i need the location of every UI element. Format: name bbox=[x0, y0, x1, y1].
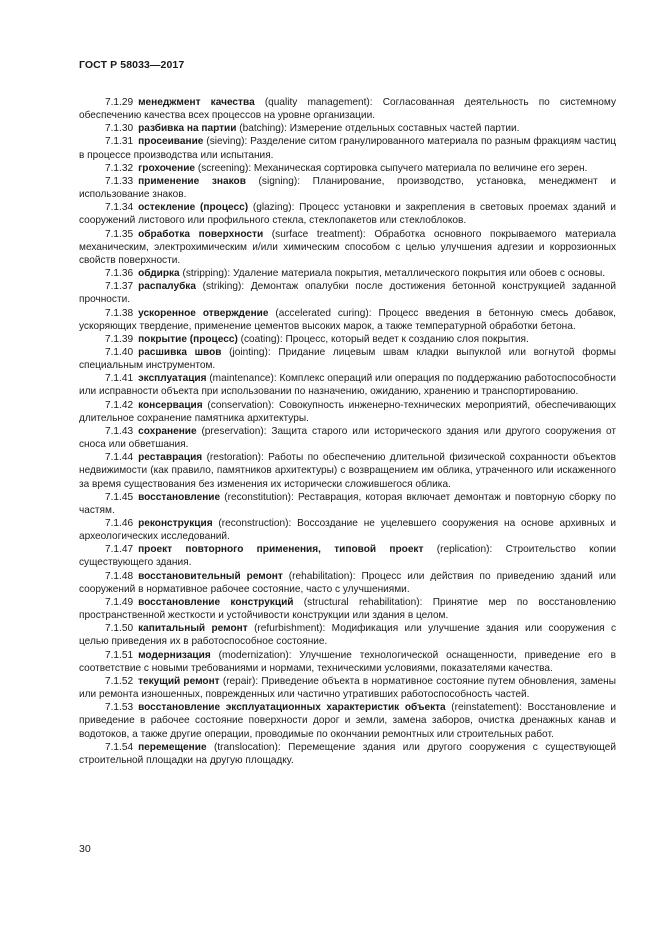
definition-entry bbox=[79, 399, 616, 425]
entry-number: 7.1.30 bbox=[105, 123, 134, 135]
entry-definition: (restoration): Работы по обеспечению длительной физической сохранности объектов недвижимости (как правило, памятников архитектуры) с возвращением им облика, утраченного или искаженного за время существования без изменения их исторически сложившегося облика. bbox=[79, 452, 616, 490]
entry-definition: (maintenance): Комплекс операций или операция по поддержанию работоспособности или исправности объекта при использовании по назначению, ожиданию, хранению и транспортированию. bbox=[79, 373, 616, 398]
entry-term: эксплуатация bbox=[138, 373, 207, 385]
entry-term: обработка поверхности bbox=[138, 228, 264, 240]
definition-entry bbox=[79, 307, 616, 333]
entry-term: остекление (процесс) bbox=[138, 202, 249, 214]
definition-entry bbox=[79, 96, 616, 122]
entry-definition: (quality management): Согласованная деятельность по системному обеспечению качества всех процессов на уровне организации. bbox=[79, 97, 616, 122]
definition-entry bbox=[79, 491, 616, 517]
entry-term: менеджмент качества bbox=[138, 97, 255, 108]
entry-term: проект повторного применения, типовой проект bbox=[138, 544, 424, 556]
entry-term: капитальный ремонт bbox=[138, 623, 248, 635]
entry-term: реконструкция bbox=[138, 518, 213, 529]
entry-number: 7.1.35 bbox=[105, 228, 134, 240]
definition-entry bbox=[79, 649, 616, 675]
entry-definition: (sieving): Разделение ситом гранулированного материала по разным фракциям частиц в процессе производства или испытания. bbox=[79, 136, 616, 161]
entry-definition: (batching): Измерение отдельных составных частей партии. bbox=[236, 123, 520, 135]
entry-term: распалубка bbox=[138, 281, 196, 293]
definition-entry bbox=[79, 175, 616, 201]
entry-number: 7.1.33 bbox=[105, 175, 134, 187]
entry-definition: (coating): Процесс, который ведет к созданию слоя покрытия. bbox=[237, 333, 529, 345]
definition-entry bbox=[79, 596, 616, 622]
definition-entry bbox=[79, 372, 616, 398]
entry-definition: (structural rehabilitation): Принятие мер по восстановлению пространственной жесткости и устойчивости конструкции или здания в целом. bbox=[79, 596, 617, 622]
entry-term: разбивка на партии bbox=[138, 123, 237, 135]
entry-number: 7.1.45 bbox=[105, 491, 134, 503]
entry-number: 7.1.38 bbox=[105, 307, 134, 319]
entry-term: применение знаков bbox=[138, 175, 246, 187]
entry-number: 7.1.52 bbox=[105, 675, 134, 687]
entry-term: перемещение bbox=[138, 741, 207, 753]
document-body bbox=[79, 96, 616, 767]
entry-definition: (stripping): Удаление материала покрытия, металлического покрытия или обоев с основы. bbox=[179, 268, 606, 280]
entry-definition: (repair): Приведение объекта в нормативное состояние путем обновления, замены или ремонта изношенных, поврежденных или частично утративших работоспособность частей. bbox=[79, 675, 616, 701]
definition-entry bbox=[79, 122, 616, 135]
entry-number: 7.1.47 bbox=[105, 544, 134, 556]
entry-term: реставрация bbox=[138, 452, 203, 464]
entry-term: грохочение bbox=[138, 162, 196, 174]
definition-entry bbox=[79, 333, 616, 346]
entry-definition: (conservation): Совокупность инженерно-технических мероприятий, обеспечивающих длительное сохранение памятника архитектуры. bbox=[79, 399, 616, 424]
entry-definition: (screening): Механическая сортировка сыпучего материала по величине его зерен. bbox=[195, 162, 588, 174]
entry-number: 7.1.41 bbox=[105, 373, 134, 385]
entry-number: 7.1.34 bbox=[105, 202, 134, 214]
definition-entry bbox=[79, 451, 616, 490]
definition-entry bbox=[79, 201, 616, 227]
definition-entry bbox=[79, 543, 616, 569]
page-number: 30 bbox=[79, 843, 91, 855]
definition-entry bbox=[79, 425, 616, 451]
entry-number: 7.1.42 bbox=[105, 399, 134, 411]
entry-definition: (signing): Планирование, производство, установка, менеджмент и использование знаков. bbox=[79, 175, 616, 201]
definition-entry bbox=[79, 570, 616, 596]
entry-number: 7.1.29 bbox=[105, 97, 134, 108]
entry-term: текущий ремонт bbox=[138, 675, 220, 687]
entry-term: модернизация bbox=[138, 649, 211, 661]
entry-number: 7.1.31 bbox=[105, 136, 134, 148]
entry-term: просеивание bbox=[138, 136, 204, 148]
entry-definition: (reconstitution): Реставрация, которая включает демонтаж и повторную сборку по частям. bbox=[79, 491, 616, 516]
definition-entry bbox=[79, 517, 616, 543]
entry-term: восстановление конструкций bbox=[138, 596, 294, 608]
entry-definition: (accelerated curing): Процесс введения в бетонную смесь добавок, ускоряющих твердение, применение цементов высоких марок, а также температурной обработки бетона. bbox=[79, 307, 616, 332]
entry-definition: (reconstruction): Воссоздание не уцелевшего сооружения на основе архивных и археологических исследований. bbox=[79, 518, 616, 543]
entry-number: 7.1.46 bbox=[105, 518, 134, 529]
entry-term: восстановление bbox=[138, 491, 221, 503]
entry-definition: (translocation): Перемещение здания или другого сооружения с существующей строительной площадки на другую площадку. bbox=[79, 741, 616, 766]
entry-definition: (rehabilitation): Процесс или действия по приведению зданий или сооружений в нормативное рабочее состояние, часто с улучшениями. bbox=[79, 570, 616, 595]
entry-definition: (preservation): Защита старого или исторического здания или другого сооружения от сноса или обветшания. bbox=[79, 425, 616, 451]
document-header: ГОСТ Р 58033—2017 bbox=[79, 59, 185, 71]
definition-entry bbox=[79, 162, 616, 175]
definition-entry bbox=[79, 267, 616, 280]
entry-term: восстановительный ремонт bbox=[138, 570, 283, 582]
entry-definition: (replication): Строительство копии существующего здания. bbox=[79, 544, 616, 569]
definition-entry bbox=[79, 135, 616, 161]
entry-number: 7.1.54 bbox=[105, 741, 134, 753]
entry-definition: (reinstatement): Восстановление и приведение в рабочее состояние поверхности дорог и земли, замена заборов, очистка дренажных канав и водотоков, а также другие операции, проводимые по окончании ремонтных или строительных работ. bbox=[79, 702, 616, 740]
entry-term: ускоренное отверждение bbox=[138, 307, 269, 319]
entry-number: 7.1.53 bbox=[105, 702, 134, 714]
definition-entry bbox=[79, 280, 616, 306]
definition-entry bbox=[79, 675, 616, 701]
entry-number: 7.1.44 bbox=[105, 452, 134, 464]
entry-term: восстановление эксплуатационных характеристик объекта bbox=[138, 702, 446, 714]
entry-number: 7.1.32 bbox=[105, 162, 134, 174]
entry-number: 7.1.36 bbox=[105, 268, 134, 280]
entry-term: сохранение bbox=[138, 425, 197, 437]
entry-number: 7.1.37 bbox=[105, 281, 134, 293]
entry-definition: (glazing): Процесс установки и закрепления в световых проемах зданий и сооружений листового или профильного стекла, стеклопакетов или стеклоблоков. bbox=[79, 202, 616, 227]
entry-number: 7.1.43 bbox=[105, 425, 134, 437]
definition-entry bbox=[79, 346, 616, 372]
entry-term: обдирка bbox=[138, 268, 180, 280]
entry-definition: (modernization): Улучшение технологической оснащенности, приведение его в соответствие с новыми требованиями и нормами, техническими условиями, показателями качества. bbox=[79, 649, 616, 674]
entry-number: 7.1.51 bbox=[105, 649, 134, 661]
definition-entry bbox=[79, 622, 616, 648]
entry-number: 7.1.49 bbox=[105, 596, 134, 608]
entry-definition: (jointing): Придание лицевым швам кладки выпуклой или вогнутой формы специальным инструментом. bbox=[79, 346, 616, 372]
entry-definition: (surface treatment): Обработка основного покрываемого материала механическим, электрохимическим и/или химическим способом с целью улучшения адгезии и коррозионных свойств поверхности. bbox=[79, 228, 616, 266]
entry-number: 7.1.50 bbox=[105, 623, 134, 635]
definition-entry bbox=[79, 701, 616, 740]
entry-definition: (striking): Демонтаж опалубки после достижения бетонной конструкцией заданной прочности. bbox=[79, 281, 616, 306]
entry-term: покрытие (процесс) bbox=[138, 333, 238, 345]
entry-number: 7.1.39 bbox=[105, 333, 134, 345]
entry-number: 7.1.40 bbox=[105, 346, 134, 358]
entry-term: консервация bbox=[138, 399, 203, 411]
entry-term: расшивка швов bbox=[138, 346, 222, 358]
entry-number: 7.1.48 bbox=[105, 570, 134, 582]
definition-entry bbox=[79, 741, 616, 767]
entry-definition: (refurbishment): Модификация или улучшение здания или сооружения с целью приведения их в работоспособное состояние. bbox=[79, 623, 617, 648]
definition-entry bbox=[79, 228, 616, 267]
